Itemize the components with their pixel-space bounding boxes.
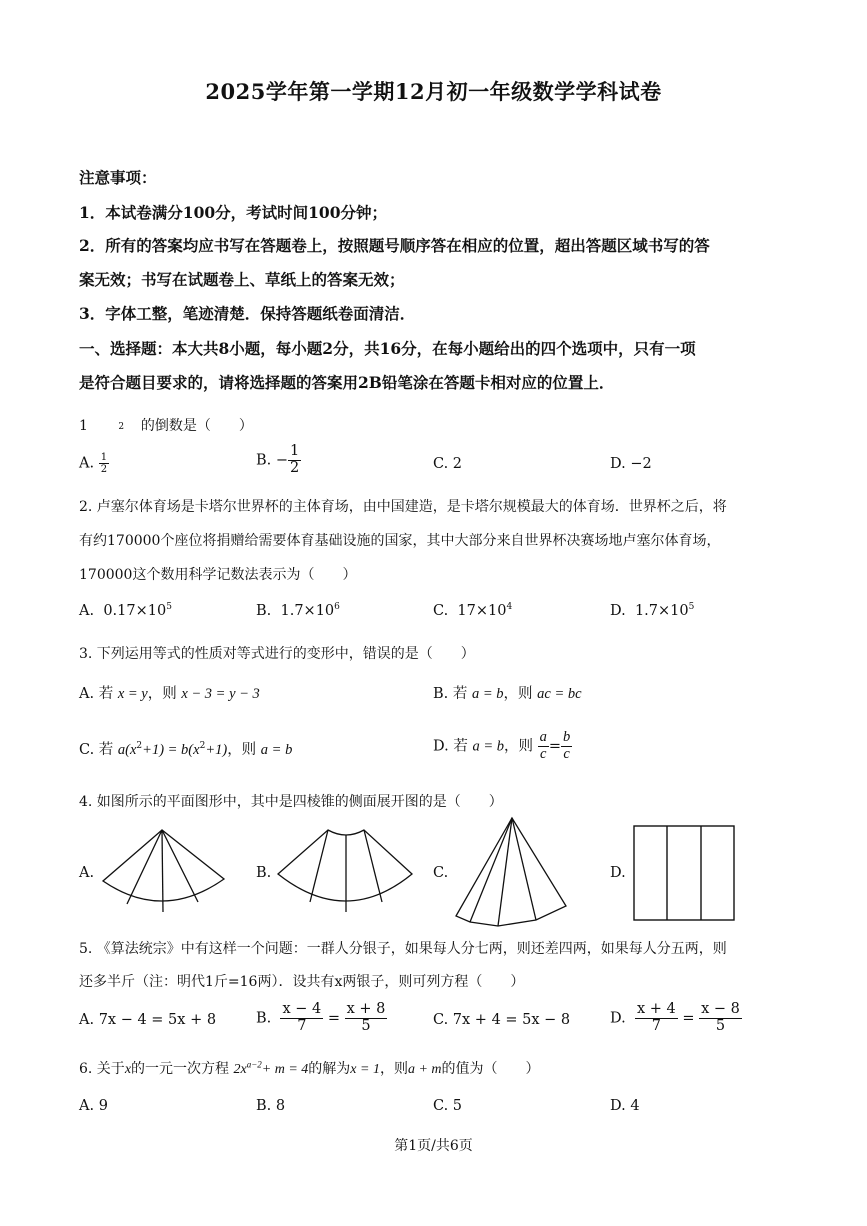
q1-option-b-label: B. bbox=[256, 452, 272, 469]
q2-option-c bbox=[433, 602, 512, 619]
q2-c-base: 17×10 bbox=[457, 602, 507, 619]
q1-option-a bbox=[79, 452, 109, 475]
q2-d-exp: 5 bbox=[688, 602, 695, 612]
q2-b-base: 1.7×10 bbox=[280, 602, 335, 619]
q5-d-den1: 7 bbox=[651, 1017, 661, 1034]
q2-a-base: 0.17×10 bbox=[103, 602, 167, 619]
q5-d-num2: x − 8 bbox=[701, 1001, 740, 1017]
q1-b-sign: − bbox=[275, 452, 289, 469]
q3-d-den1: c bbox=[540, 745, 547, 762]
q6-mid: 的一元一次方程 bbox=[131, 1061, 230, 1077]
q6-mid3: ，则 bbox=[379, 1061, 408, 1077]
q2-c-label: C. bbox=[433, 602, 449, 619]
q2-d-base: 1.7×10 bbox=[634, 602, 689, 619]
q5-b-label: B. bbox=[256, 1010, 272, 1027]
q2-a-label: A. bbox=[79, 602, 95, 619]
page-title: 2025学年第一学期12月初一年级数学学科试卷 bbox=[205, 79, 662, 104]
q6-option-a: A. 9 bbox=[79, 1098, 108, 1114]
q6-eq-exponent: a−2 bbox=[246, 1059, 262, 1070]
q5-b-den1: 7 bbox=[297, 1017, 307, 1034]
q1-b-denominator: 2 bbox=[290, 459, 300, 476]
q2-a-exp: 5 bbox=[166, 602, 172, 612]
q3-c-square-1: 2 bbox=[136, 741, 143, 752]
q6-mid2: 的解为 bbox=[308, 1061, 351, 1077]
q3-c-result: a = b bbox=[260, 742, 293, 758]
q3-c-pre: C. 若 bbox=[79, 742, 114, 758]
page-footer: 第1页/共6页 bbox=[394, 1138, 473, 1154]
note-item-2: 2．所有的答案均应书写在答题卷上，按照题号顺序答在相应的位置，超出答题区域书写的答 bbox=[79, 236, 710, 255]
q5-option-b: B. $\frac{x - 4}{7}$ = $\frac{x + 8}{5}$ bbox=[256, 1001, 386, 1034]
q1-text: 的倒数是（ ） bbox=[140, 418, 253, 434]
q4-label-c: C. bbox=[433, 865, 449, 881]
q2-option-a bbox=[79, 602, 172, 619]
q3-d-num2: b bbox=[563, 729, 571, 745]
section1-line1: 一、选择题：本大共8小题，每小题2分，共16分，在每小题给出的四个选项中，只有一项 bbox=[79, 339, 696, 358]
q4-figure-d bbox=[632, 824, 736, 922]
q6-stem bbox=[79, 1058, 540, 1078]
q5-b-den2: 5 bbox=[361, 1017, 371, 1034]
q3-b-pre: B. 若 bbox=[433, 686, 468, 702]
q5-d-num1: x + 4 bbox=[636, 1001, 676, 1017]
q1-stem bbox=[79, 415, 253, 435]
q2-line3: 170000这个数用科学记数法表示为（ ） bbox=[79, 567, 357, 583]
q2-line2: 有约170000个座位将捐赠给需要体育基础设施的国家，其中大部分来自世界杯决赛场地卢塞尔体育场， bbox=[79, 533, 721, 549]
q1-expression: 2 bbox=[118, 422, 125, 432]
q3-option-d bbox=[433, 730, 572, 763]
q3-c-square-2: 2 bbox=[199, 741, 206, 752]
q5-option-d: D. $\frac{x + 4}{7}$ = $\frac{x - 8}{5}$ bbox=[610, 1001, 740, 1034]
q3-a-condition: x = y bbox=[117, 686, 148, 702]
q3-d-condition: a = b bbox=[472, 738, 504, 755]
q5-d-label: D. bbox=[610, 1010, 626, 1027]
q3-d-mid: ，则 bbox=[503, 738, 533, 755]
q1-number: 1 bbox=[79, 418, 88, 434]
q1-option-c: C. 2 bbox=[433, 456, 463, 472]
q1-a-denominator: 2 bbox=[100, 464, 108, 475]
q4-figure-a bbox=[100, 826, 230, 916]
q3-b-result: ac = bc bbox=[537, 686, 582, 702]
q2-c-exp: 4 bbox=[506, 602, 513, 612]
q3-stem: 3. 下列运用等式的性质对等式进行的变形中，错误的是（ ） bbox=[79, 646, 475, 662]
q6-option-d: D. 4 bbox=[610, 1098, 640, 1114]
q1-option-a-label: A. bbox=[79, 455, 95, 472]
q6-option-b: B. 8 bbox=[256, 1098, 286, 1114]
note-item-3: 3．字体工整，笔迹清楚．保持答题纸卷面清洁． bbox=[79, 304, 416, 323]
q3-b-condition: a = b bbox=[471, 686, 504, 702]
q6-eq-base: 2x bbox=[233, 1062, 247, 1077]
q3-a-pre: A. 若 bbox=[79, 686, 114, 702]
q3-d-pre: D. 若 bbox=[433, 738, 468, 755]
q3-d-num1: a bbox=[539, 729, 547, 745]
q3-b-mid: ，则 bbox=[503, 686, 533, 702]
q4-label-d: D. bbox=[610, 865, 626, 881]
q6-pre: 6. 关于 bbox=[79, 1061, 125, 1077]
notes-heading: 注意事项： bbox=[79, 168, 157, 187]
q4-label-b: B. bbox=[256, 865, 272, 881]
q6-solution: x = 1 bbox=[350, 1062, 380, 1077]
q2-option-d bbox=[610, 602, 694, 619]
q2-b-exp: 6 bbox=[334, 602, 340, 612]
q5-b-num1: x − 4 bbox=[282, 1001, 322, 1017]
q2-b-label: B. bbox=[256, 602, 272, 619]
q6-variable: x bbox=[124, 1062, 132, 1077]
q6-end: 的值为（ ） bbox=[441, 1061, 540, 1077]
q2-line1: 2. 卢塞尔体育场是卡塔尔世界杯的主体育场，由中国建造，是卡塔尔规模最大的体育场．世界杯之后，将 bbox=[79, 499, 727, 515]
q1-option-b bbox=[256, 444, 301, 477]
q4-stem: 4. 如图所示的平面图形中，其中是四棱锥的侧面展开图的是（ ） bbox=[79, 794, 503, 810]
q5-line1: 5. 《算法统宗》中有这样一个问题：一群人分银子，如果每人分七两，则还差四两，如果每人分五两，则 bbox=[79, 941, 727, 957]
q3-d-den2: c bbox=[563, 745, 570, 762]
section1-line2: 是符合题目要求的，请将选择题的答案用2B铅笔涂在答题卡相对应的位置上． bbox=[79, 373, 615, 392]
q1-option-d: D. −2 bbox=[610, 456, 652, 472]
q3-c-middle: +1) = b(x bbox=[142, 742, 200, 758]
q6-target: a + m bbox=[407, 1062, 442, 1077]
q3-a-result: x − 3 = y − 3 bbox=[181, 686, 260, 702]
note-item-1: 1．本试卷满分100分，考试时间100分钟； bbox=[79, 203, 387, 222]
q4-figure-b bbox=[276, 826, 416, 916]
q6-eq-rest: + m = 4 bbox=[261, 1062, 309, 1077]
q3-option-c bbox=[79, 738, 292, 759]
q3-option-b bbox=[433, 682, 582, 703]
q5-line2: 还多半斤（注：明代1斤=16两）．设共有x两银子，则可列方程（ ） bbox=[79, 974, 525, 990]
q3-c-end: +1) bbox=[205, 742, 228, 758]
q2-option-b bbox=[256, 602, 340, 619]
q2-d-label: D. bbox=[610, 602, 626, 619]
q3-d-equals: = bbox=[548, 738, 561, 755]
q1-b-numerator: 1 bbox=[290, 443, 300, 459]
q4-figure-c bbox=[452, 816, 572, 928]
q3-a-mid: ，则 bbox=[147, 686, 177, 702]
q3-c-mid: ，则 bbox=[227, 742, 257, 758]
q3-option-a bbox=[79, 682, 260, 703]
q4-label-a: A. bbox=[79, 865, 95, 881]
q5-d-den2: 5 bbox=[715, 1017, 726, 1034]
q1-a-numerator: 1 bbox=[100, 452, 108, 463]
q3-c-lhs: a(x bbox=[117, 742, 137, 758]
q5-option-a: A. 7x − 4 = 5x + 8 bbox=[79, 1012, 217, 1028]
q6-option-c: C. 5 bbox=[433, 1098, 463, 1114]
note-item-2-cont: 案无效；书写在试题卷上、草纸上的答案无效； bbox=[79, 270, 405, 289]
q5-b-num2: x + 8 bbox=[346, 1001, 386, 1017]
q5-option-c: C. 7x + 4 = 5x − 8 bbox=[433, 1012, 571, 1028]
